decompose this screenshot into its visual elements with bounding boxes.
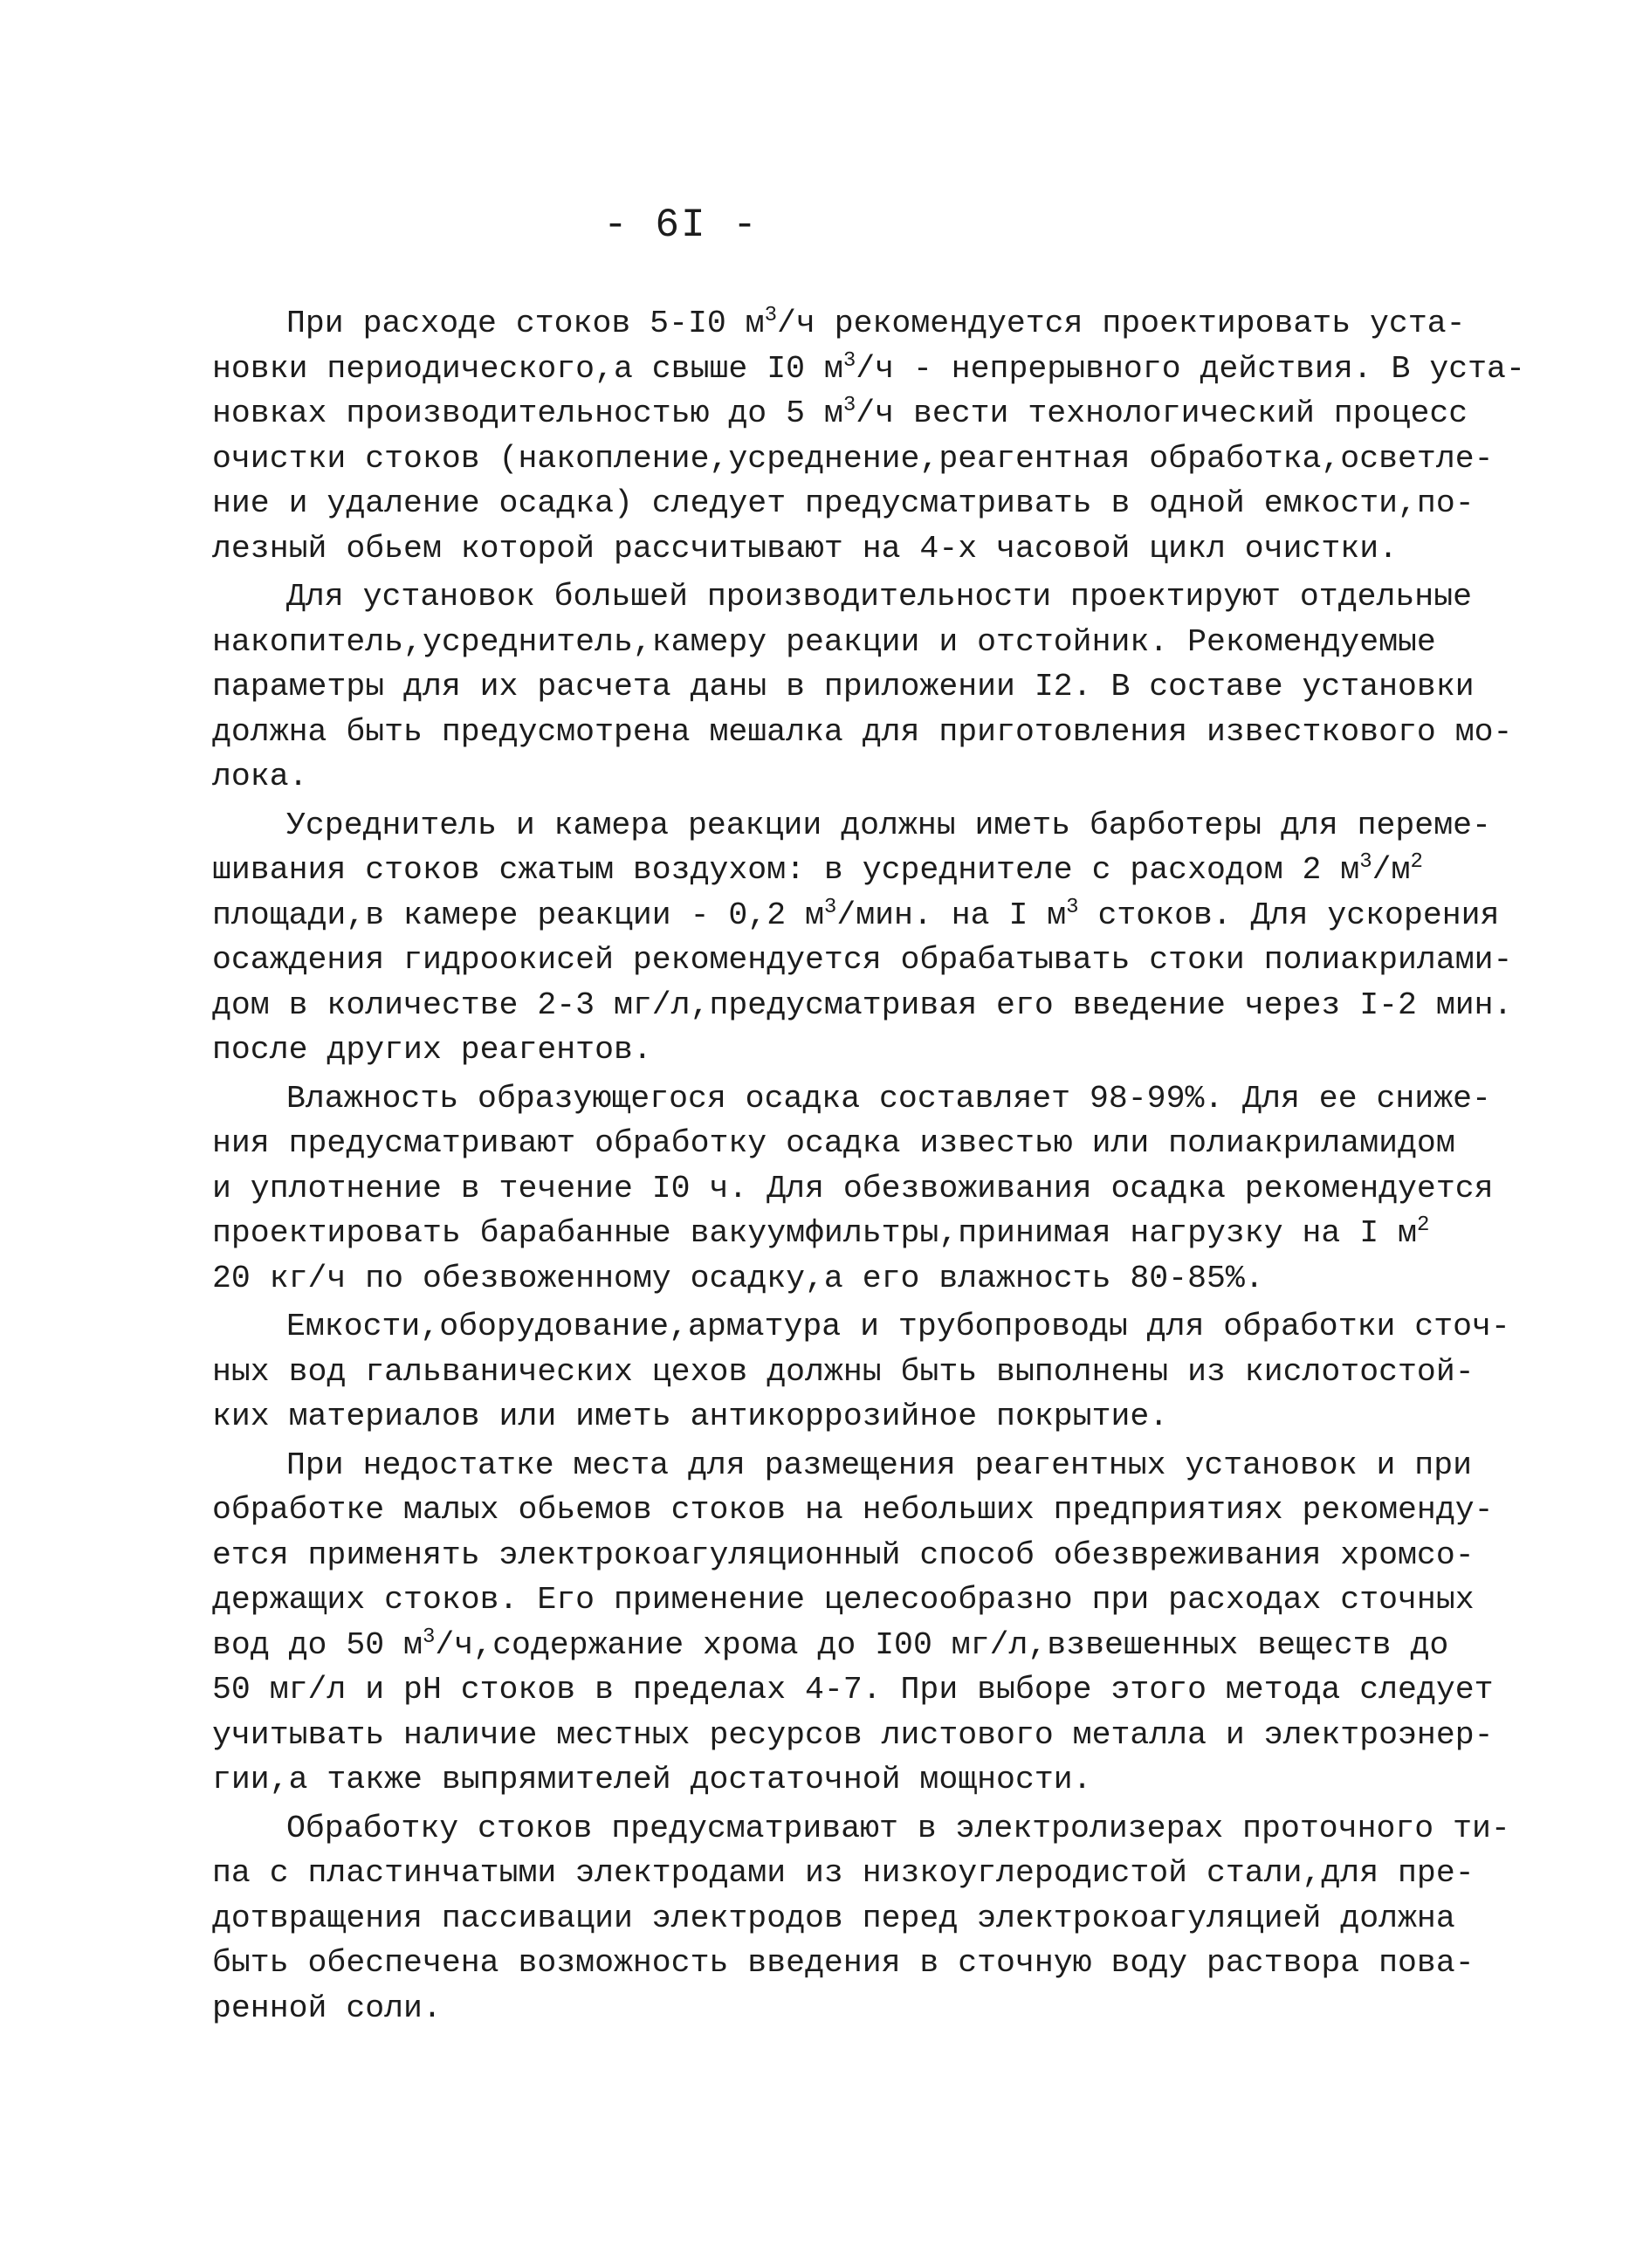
superscript: 3 — [823, 895, 837, 919]
text-line: лезный обьем которой рассчитывают на 4-х часовой цикл очистки. — [212, 530, 1399, 567]
text-line: проектировать барабанные вакуумфильтры,принимая нагрузку на I $м^2$ — [212, 1213, 1430, 1251]
paragraph — [212, 574, 1513, 800]
paragraph — [212, 1443, 1494, 1803]
text-line: новки периодического,а свыше I0 $м^3/ч$ - непрерывного действия. В уста- — [212, 348, 1525, 387]
text-line: лока. — [212, 759, 308, 794]
paragraph — [212, 803, 1513, 1073]
paragraph — [212, 301, 1525, 571]
text-line: Емкости,оборудование,арматура и трубопроводы для обработки сточ- — [286, 1309, 1510, 1344]
text-line: площади,в камере реакции - 0,2 $м^3$/мин. на I $м^3$ стоков. Для ускорения — [212, 895, 1500, 933]
text-line: ных вод гальванических цехов должны быть выполнены из кислотостой- — [212, 1353, 1475, 1390]
text-line: шивания стоков сжатым воздухом: в усреднителе с расходом 2 $м^3/м^2$ — [212, 849, 1423, 888]
paragraph — [212, 1806, 1510, 2031]
text-line: очистки стоков (накопление,усреднение,реагентная обработка,осветле- — [212, 440, 1494, 477]
superscript: 3 — [1359, 849, 1372, 874]
text-line: накопитель,усреднитель,камеру реакции и отстойник. Рекомендуемые — [212, 623, 1436, 660]
text-line: дом в количестве 2-3 мг/л,предусматривая его введение через I-2 мин. — [212, 986, 1513, 1023]
text-line: ния предусматривают обработку осадка известью или полиакриламидом — [212, 1125, 1455, 1161]
superscript: 2 — [1416, 1213, 1430, 1237]
text-line: обработке малых обьемов стоков на небольших предприятиях рекоменду- — [212, 1492, 1494, 1528]
text-line: быть обеспечена возможность введения в сточную воду раствора пова- — [212, 1945, 1475, 1981]
superscript: 3 — [1066, 895, 1079, 919]
text-line: и уплотнение в течение I0 ч. Для обезвоживания осадка рекомендуется — [212, 1170, 1494, 1206]
superscript: 3 — [764, 303, 777, 327]
text-line: При расходе стоков 5-I0 $м^3/ч$ рекомендуется проектировать уста- — [286, 303, 1466, 341]
text-line: ется применять электрокоагуляционный способ обезвреживания хромсо- — [212, 1536, 1475, 1573]
text-line: осаждения гидроокисей рекомендуется обрабатывать стоки полиакрилами- — [212, 942, 1513, 978]
text-line: ких материалов или иметь антикоррозийное покрытие. — [212, 1399, 1169, 1434]
text-line: Усреднитель и камера реакции должны иметь барботеры для переме- — [286, 807, 1491, 843]
text-line: вод до 50 $м^3/ч,содержание$ хрома до I00 мг/л,взвешенных веществ до — [212, 1625, 1449, 1663]
text-line: Обработку стоков предусматривают в электролизерах проточного ти- — [286, 1810, 1510, 1846]
text-line: 50 мг/л и pH стоков в пределах 4-7. При выборе этого метода следует — [212, 1672, 1494, 1708]
page-number: - 6I - — [603, 203, 759, 248]
text-line: дотвращения пассивации электродов перед электрокоагуляцией должна — [212, 1900, 1455, 1936]
paragraph — [212, 1304, 1510, 1440]
paragraph — [212, 1076, 1494, 1302]
text-line: Для установок большей производительности проектируют отдельные — [286, 579, 1473, 615]
text-line: новках производительностью до 5 $м^3/ч$ вести технологический процесс — [212, 393, 1468, 431]
text-line: должна быть предусмотрена мешалка для приготовления известкового мо- — [212, 713, 1513, 750]
text-line: гии,а также выпрямителей достаточной мощности. — [212, 1762, 1092, 1797]
text-line: параметры для их расчета даны в приложении I2. В составе установки — [212, 669, 1475, 704]
superscript: 2 — [1410, 849, 1423, 874]
text-line: па с пластинчатыми электродами из низкоуглеродистой стали,для пре- — [212, 1855, 1475, 1891]
text-line: после других реагентов. — [212, 1032, 652, 1068]
text-line: учитывать наличие местных ресурсов листового металла и электроэнер- — [212, 1716, 1494, 1753]
superscript: 3 — [842, 393, 856, 417]
text-line: держащих стоков. Его применение целесообразно при расходах сточных — [212, 1582, 1475, 1618]
text-line: Влажность образующегося осадка составляет 98-99%. Для ее сниже- — [286, 1080, 1491, 1117]
superscript: 3 — [842, 348, 856, 373]
text-line: ние и удаление осадка) следует предусматривать в одной емкости,по- — [212, 485, 1475, 521]
text-line: 20 кг/ч по обезвоженному осадку,а его влажность 80-85%. — [212, 1260, 1264, 1296]
text-line: ренной соли. — [212, 1990, 442, 2026]
superscript: 3 — [422, 1625, 436, 1649]
text-line: При недостатке места для размещения реагентных установок и при — [286, 1447, 1473, 1483]
body-text — [212, 301, 1525, 2034]
